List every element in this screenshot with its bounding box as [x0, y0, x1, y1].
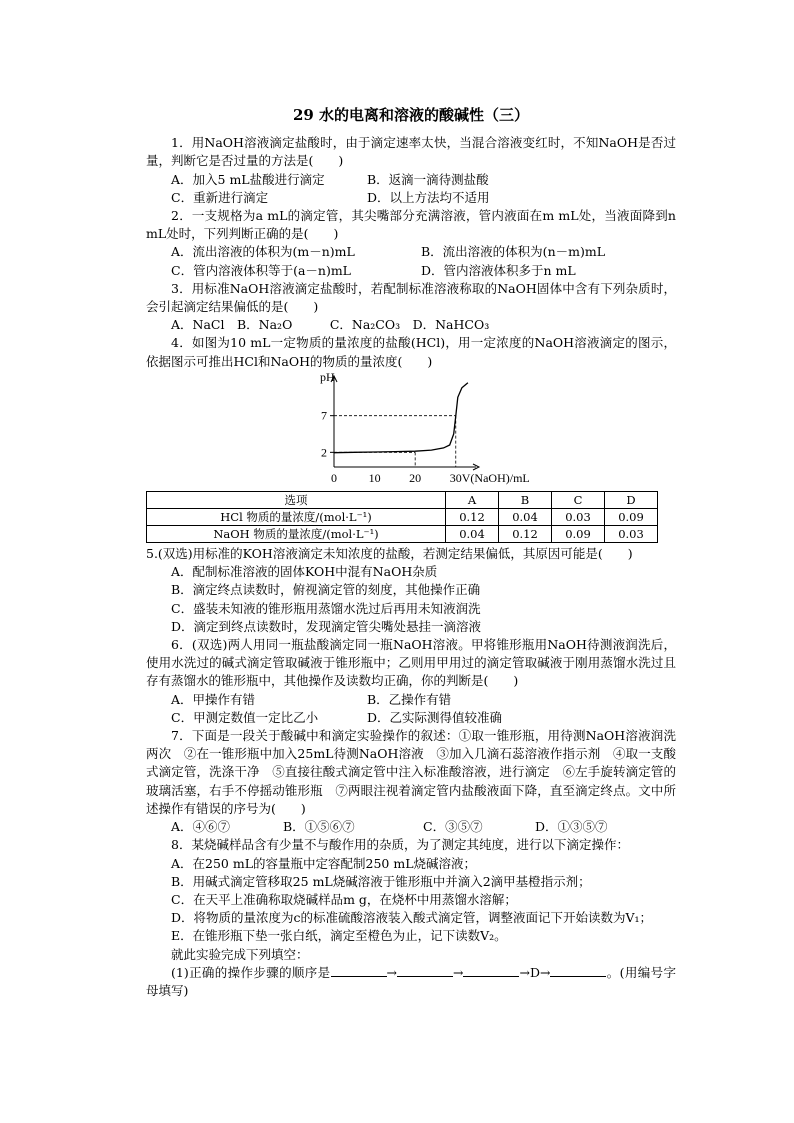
option-b: B．乙操作有错	[367, 691, 452, 707]
chart-guide-lines	[330, 416, 456, 467]
option-c: C．盛装未知液的锥形瓶用蒸馏水洗过后再用未知液润洗	[171, 600, 481, 616]
table-header-cell: D	[605, 492, 658, 509]
question-7-options	[146, 818, 676, 836]
y-axis-label: pH	[320, 372, 335, 384]
worksheet	[146, 100, 676, 1000]
answer-table	[146, 491, 658, 543]
table-header-cell: 选项	[147, 492, 446, 509]
question-2-stem: 2．一支规格为a mL的滴定管，其尖嘴部分充满溶液，管内液面在m mL处，当液面降到n mL处时，下列判断正确的是( )	[146, 208, 676, 242]
step-c: C．在天平上准确称取烧碱样品m g，在烧杯中用蒸馏水溶解；	[171, 891, 517, 907]
option-a: A．④⑥⑦	[171, 819, 231, 835]
question-7-stem: 7．下面是一段关于酸碱中和滴定实验操作的叙述：①取一锥形瓶，用待测NaOH溶液润洗两次 ②在一锥形瓶中加入25mL待测NaOH溶液 ③加入几滴石蕊溶液作指示剂 ④取一支酸式滴定管，洗涤干净 ⑤直接往酸式滴定管中注入标准酸溶液，进行滴定 ⑥左手旋转滴定管的玻璃活塞，右手不停摇动锥形瓶 ⑦两眼注视着滴定管内盐酸液面下降，直至滴定终点。文中所述操作有错误的序号为( )	[146, 728, 676, 816]
option-a: A．配制标准溶液的固体KOH中混有NaOH杂质	[171, 564, 438, 580]
x-axis-label: V(NaOH)/mL	[461, 470, 530, 485]
table-cell: 0.04	[499, 509, 552, 526]
x-tick-labels	[331, 471, 462, 485]
table-header-cell: B	[499, 492, 552, 509]
step-a: A．在250 mL的容量瓶中定容配制250 mL烧碱溶液；	[171, 855, 476, 871]
table-cell: 0.03	[605, 526, 658, 543]
option-d: D．以上方法均不适用	[367, 189, 490, 205]
option-d: D．①③⑤⑦	[535, 819, 608, 835]
option-a: A．加入5 mL盐酸进行滴定	[171, 171, 325, 187]
table-header-cell: A	[446, 492, 499, 509]
question-4-stem: 4．如图为10 mL一定物质的量浓度的盐酸(HCl)，用一定浓度的NaOH溶液滴定的图示，依据图示可推出HCl和NaOH的物质的量浓度( )	[146, 335, 676, 369]
chart-axes	[331, 376, 479, 470]
titration-curve-line	[334, 383, 468, 453]
answer-blank-2[interactable]	[397, 964, 453, 977]
table-cell: 0.09	[605, 509, 658, 526]
table-cell: HCl 物质的量浓度/(mol·L⁻¹)	[147, 509, 446, 526]
option-a: A．甲操作有错	[171, 691, 256, 707]
option-c: C．重新进行滴定	[171, 189, 269, 205]
question-3-options: A．NaCl B．Na₂O C．Na₂CO₃ D．NaHCO₃	[171, 317, 490, 333]
question-6-stem: 6．(双选)两人用同一瓶盐酸滴定同一瓶NaOH溶液。甲将锥形瓶用NaOH待测液润洗后，使用水洗过的碱式滴定管取碱液于锥形瓶中；乙则用甲用过的滴定管取碱液于刚用蒸馏水洗过且存有蒸馏水的锥形瓶中，其他操作及读数均正确，你的判断是( )	[146, 637, 676, 689]
sub-question-1-prefix: (1)正确的操作步骤的顺序是	[171, 964, 331, 980]
table-header-cell: C	[552, 492, 605, 509]
fill-in-lead: 就此实验完成下列填空：	[171, 946, 309, 962]
question-5-stem: 5.(双选)用标准的KOH溶液滴定未知浓度的盐酸，若测定结果偏低，其原因可能是( )	[146, 546, 633, 562]
option-b: B．滴定终点读数时，俯视滴定管的刻度，其他操作正确	[171, 582, 481, 598]
step-e: E．在锥形瓶下垫一张白纸，滴定至橙色为止，记下读数V₂。	[171, 928, 507, 944]
question-2-options-row-1	[146, 243, 676, 261]
table-header-row	[147, 492, 658, 509]
question-2-options-row-2	[146, 262, 676, 280]
option-a: A．流出溶液的体积为(m－n)mL	[171, 244, 355, 260]
answer-blank-1[interactable]	[331, 964, 387, 977]
table-cell: 0.12	[499, 526, 552, 543]
x-tick-label: 20	[409, 470, 422, 485]
option-d: D．滴定到终点读数时，发现滴定管尖嘴处悬挂一滴溶液	[171, 618, 482, 634]
y-tick-label: 7	[321, 408, 327, 423]
question-8-stem: 8．某烧碱样品含有少量不与酸作用的杂质，为了测定其纯度，进行以下滴定操作：	[171, 837, 629, 853]
sub-question-1-suffix: 。(用编号字母填写)	[146, 964, 676, 998]
page-title: 29 水的电离和溶液的酸碱性（三）	[292, 106, 530, 124]
arrow: →	[386, 964, 397, 980]
table-cell: 0.04	[446, 526, 499, 543]
arrow: →	[452, 964, 464, 980]
option-b: B．①⑤⑥⑦	[283, 819, 355, 835]
table-cell: 0.09	[552, 526, 605, 543]
option-b: B．流出溶液的体积为(n－m)mL	[421, 244, 605, 260]
question-1-options-row-1	[146, 171, 676, 189]
option-c: C．甲测定数值一定比乙小	[171, 709, 319, 725]
option-c: C．③⑤⑦	[423, 819, 483, 835]
option-d: D．乙实际测得值较准确	[367, 709, 503, 725]
table-cell: NaOH 物质的量浓度/(mol·L⁻¹)	[147, 526, 446, 543]
question-3-stem: 3．用标准NaOH溶液滴定盐酸时，若配制标准溶液称取的NaOH固体中含有下列杂质时，会引起滴定结果偏低的是( )	[146, 280, 676, 315]
question-1-options-row-2	[146, 189, 676, 207]
step-b: B．用碱式滴定管移取25 mL烧碱溶液于锥形瓶中并滴入2滴甲基橙指示剂；	[171, 873, 591, 889]
answer-blank-3[interactable]	[463, 964, 519, 977]
option-b: B．返滴一滴待测盐酸	[367, 171, 489, 187]
table-cell: 0.12	[446, 509, 499, 526]
step-d: D．将物质的量浓度为c的标准硫酸溶液装入酸式滴定管，调整液面记下开始读数为V₁；	[171, 910, 653, 926]
x-tick-label: 10	[368, 470, 381, 485]
x-tick-label: 0	[331, 470, 337, 485]
table-cell: 0.03	[552, 509, 605, 526]
arrow-d-arrow: →D→	[519, 964, 551, 980]
y-tick-label: 2	[321, 445, 327, 460]
y-tick-labels	[321, 409, 327, 460]
option-c: C．管内溶液体积等于(a－n)mL	[171, 262, 351, 278]
table-row	[147, 509, 658, 526]
x-tick-label: 30	[449, 470, 462, 485]
table-row	[147, 526, 658, 543]
answer-blank-4[interactable]	[550, 964, 606, 977]
option-d: D．管内溶液体积多于n mL	[421, 262, 576, 278]
sub-question-1	[146, 964, 676, 1000]
question-6-options-row-1	[146, 691, 676, 709]
question-1-stem: 1．用NaOH溶液滴定盐酸时，由于滴定速率太快，当混合溶液变红时，不知NaOH是否过量，判断它是否过量的方法是( )	[146, 135, 676, 169]
titration-curve-chart	[310, 373, 570, 485]
question-6-options-row-2	[146, 709, 676, 727]
